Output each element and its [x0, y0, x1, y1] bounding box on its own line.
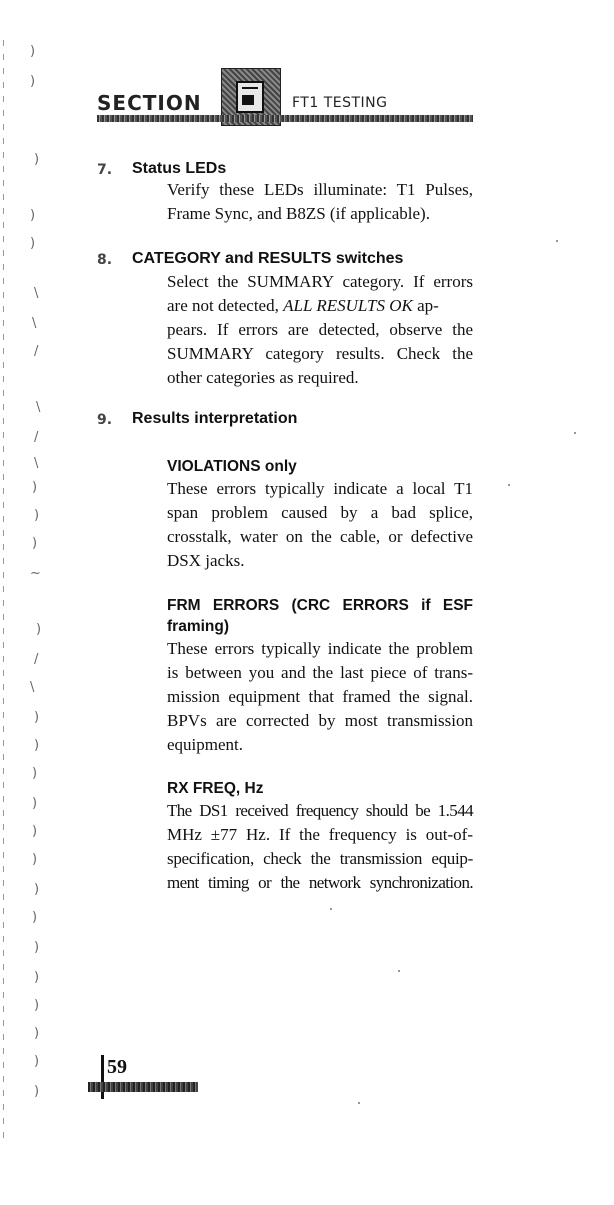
scan-speck	[398, 970, 400, 972]
body-line: The DS1 received frequency should be 1.544	[167, 801, 473, 820]
emphasis-text: ALL RESULTS OK	[283, 296, 413, 315]
section-emblem-box	[236, 81, 264, 113]
scan-speck	[330, 908, 332, 910]
body-line: equipment.	[167, 735, 244, 754]
body-text: ap-	[412, 296, 439, 315]
item-title: Results interpretation	[132, 410, 298, 427]
body-line: These errors typically indicate a local T1	[167, 479, 473, 498]
scan-edge-marks: ) ) ) ) ) \ \ / \ / \ ) ) ) ~ ) / \ ) ) ) ) ) ) ) ) ) ) ) ) ) )	[30, 44, 42, 1099]
body-line: MHz ±77 Hz. If the frequency is out-of-	[167, 825, 473, 844]
scan-speck	[358, 1102, 360, 1104]
section-header	[97, 64, 473, 126]
header-rule	[97, 115, 473, 122]
subsection-title: VIOLATIONS only	[167, 458, 297, 475]
body-line: other categories as required.	[167, 368, 359, 387]
body-line: DSX jacks.	[167, 551, 245, 570]
body-line: span problem caused by a bad splice,	[167, 503, 473, 522]
body-line: Verify these LEDs illuminate: T1 Pulses,	[167, 180, 473, 199]
footer-rule	[88, 1082, 198, 1092]
body-line: Select the SUMMARY category. If errors	[167, 272, 473, 291]
item-number: 8.	[97, 252, 113, 268]
scan-speck	[508, 484, 510, 486]
subsection-title-continued: framing)	[167, 618, 229, 635]
scan-speck	[574, 432, 576, 434]
body-line: BPVs are corrected by most transmission	[167, 711, 473, 730]
body-line: specification, check the transmission equip-	[167, 849, 473, 868]
body-line: is between you and the last piece of trans-	[167, 663, 473, 682]
scan-speck	[556, 240, 558, 242]
body-line: crosstalk, water on the cable, or defective	[167, 527, 473, 546]
body-line: SUMMARY category results. Check the	[167, 344, 473, 363]
item-title: Status LEDs	[132, 160, 227, 177]
item-number: 7.	[97, 162, 113, 178]
section-label: SECTION	[97, 91, 202, 115]
section-title: FT1 TESTING	[292, 95, 388, 111]
body-line: pears. If errors are detected, observe the	[167, 320, 473, 339]
body-line: ment timing or the network synchronization.	[167, 873, 473, 892]
subsection-title: FRM ERRORS (CRC ERRORS if ESF	[167, 597, 473, 614]
page-number: 59	[107, 1056, 127, 1078]
item-title: CATEGORY and RESULTS switches	[132, 250, 404, 267]
item-number: 9.	[97, 412, 113, 428]
body-line: These errors typically indicate the problem	[167, 639, 473, 658]
subsection-title: RX FREQ, Hz	[167, 780, 264, 797]
body-text: are not detected,	[167, 296, 284, 315]
body-line: Frame Sync, and B8ZS (if applicable).	[167, 204, 430, 223]
body-line-mixed	[167, 294, 473, 318]
page-number-bar	[101, 1055, 104, 1099]
body-line: mission equipment that framed the signal.	[167, 687, 473, 706]
